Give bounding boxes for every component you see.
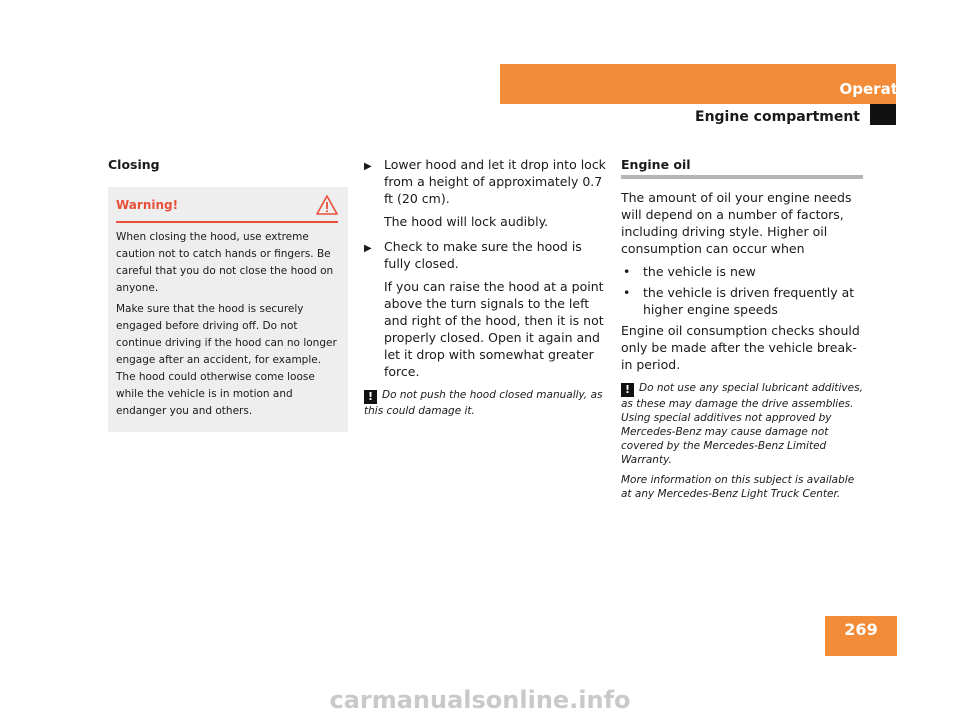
step-1-text: Lower hood and let it drop into lock from a height of approximately 0.7 ft (20 cm). bbox=[384, 157, 606, 206]
header-marker bbox=[870, 104, 896, 125]
column-steps bbox=[364, 156, 608, 429]
header-band bbox=[500, 64, 896, 104]
bullet-icon: • bbox=[623, 285, 631, 300]
warning-title: Warning! bbox=[116, 197, 179, 212]
exclamation-icon: ! bbox=[364, 390, 377, 404]
list-item bbox=[621, 284, 863, 318]
warning-paragraph-1: When closing the hood, use extreme caution not to catch hands or fingers. Be careful that you do not close the hood on anyone. bbox=[116, 231, 334, 294]
list-item bbox=[621, 263, 863, 280]
list-item-text: the vehicle is new bbox=[643, 264, 756, 279]
step-1 bbox=[364, 156, 608, 207]
column-closing bbox=[108, 156, 348, 432]
closing-heading: Closing bbox=[108, 157, 160, 172]
hood-note bbox=[364, 388, 608, 418]
service-center-note: More information on this subject is available at any Mercedes-Benz Light Truck Center. bbox=[621, 474, 855, 500]
watermark: carmanualsonline.info bbox=[329, 686, 631, 714]
exclamation-icon: ! bbox=[621, 383, 634, 397]
warning-paragraph-2: Make sure that the hood is securely engaged before driving off. Do not continue driving if the hood can no longer engage after an accident, for example. The hood could otherwise come loose while the vehicle is in motion and endanger you and others. bbox=[116, 303, 337, 417]
additives-note bbox=[621, 381, 863, 467]
warning-box bbox=[108, 187, 348, 432]
list-item-text: the vehicle is driven frequently at higher engine speeds bbox=[643, 285, 855, 317]
step-2-text: Check to make sure the hood is fully closed. bbox=[384, 239, 582, 271]
warning-header bbox=[116, 195, 338, 223]
page-number: 269 bbox=[844, 620, 878, 639]
engine-oil-heading: Engine oil bbox=[621, 156, 863, 179]
step-arrow-icon: ▶ bbox=[364, 161, 372, 172]
step-2 bbox=[364, 238, 608, 272]
engine-oil-intro: The amount of oil your engine needs will depend on a number of factors, including driving style. Higher oil consumption can occur when bbox=[621, 190, 852, 256]
step-1-result: The hood will lock audibly. bbox=[384, 214, 549, 229]
additives-note-text: Do not use any special lubricant additives, as these may damage the drive assemblies. Using special additives not approved by Mercedes-Benz may cause damage not covered by the Mercedes-Benz Limited Warranty. bbox=[621, 382, 863, 466]
section-title: Operation bbox=[839, 80, 924, 98]
step-2-result: If you can raise the hood at a point above the turn signals to the left and right of the hood, then it is not properly closed. Open it again and let it drop with somewhat greater force. bbox=[384, 279, 604, 379]
column-engine-oil bbox=[621, 156, 863, 507]
page-number-box bbox=[825, 616, 897, 656]
subsection-title: Engine compartment bbox=[695, 109, 860, 125]
engine-oil-paragraph: Engine oil consumption checks should only be made after the vehicle break-in period. bbox=[621, 323, 860, 372]
bullet-icon: • bbox=[623, 264, 631, 279]
step-arrow-icon: ▶ bbox=[364, 243, 372, 254]
warning-triangle-icon bbox=[316, 195, 338, 215]
hood-note-text: Do not push the hood closed manually, as this could damage it. bbox=[364, 389, 603, 417]
